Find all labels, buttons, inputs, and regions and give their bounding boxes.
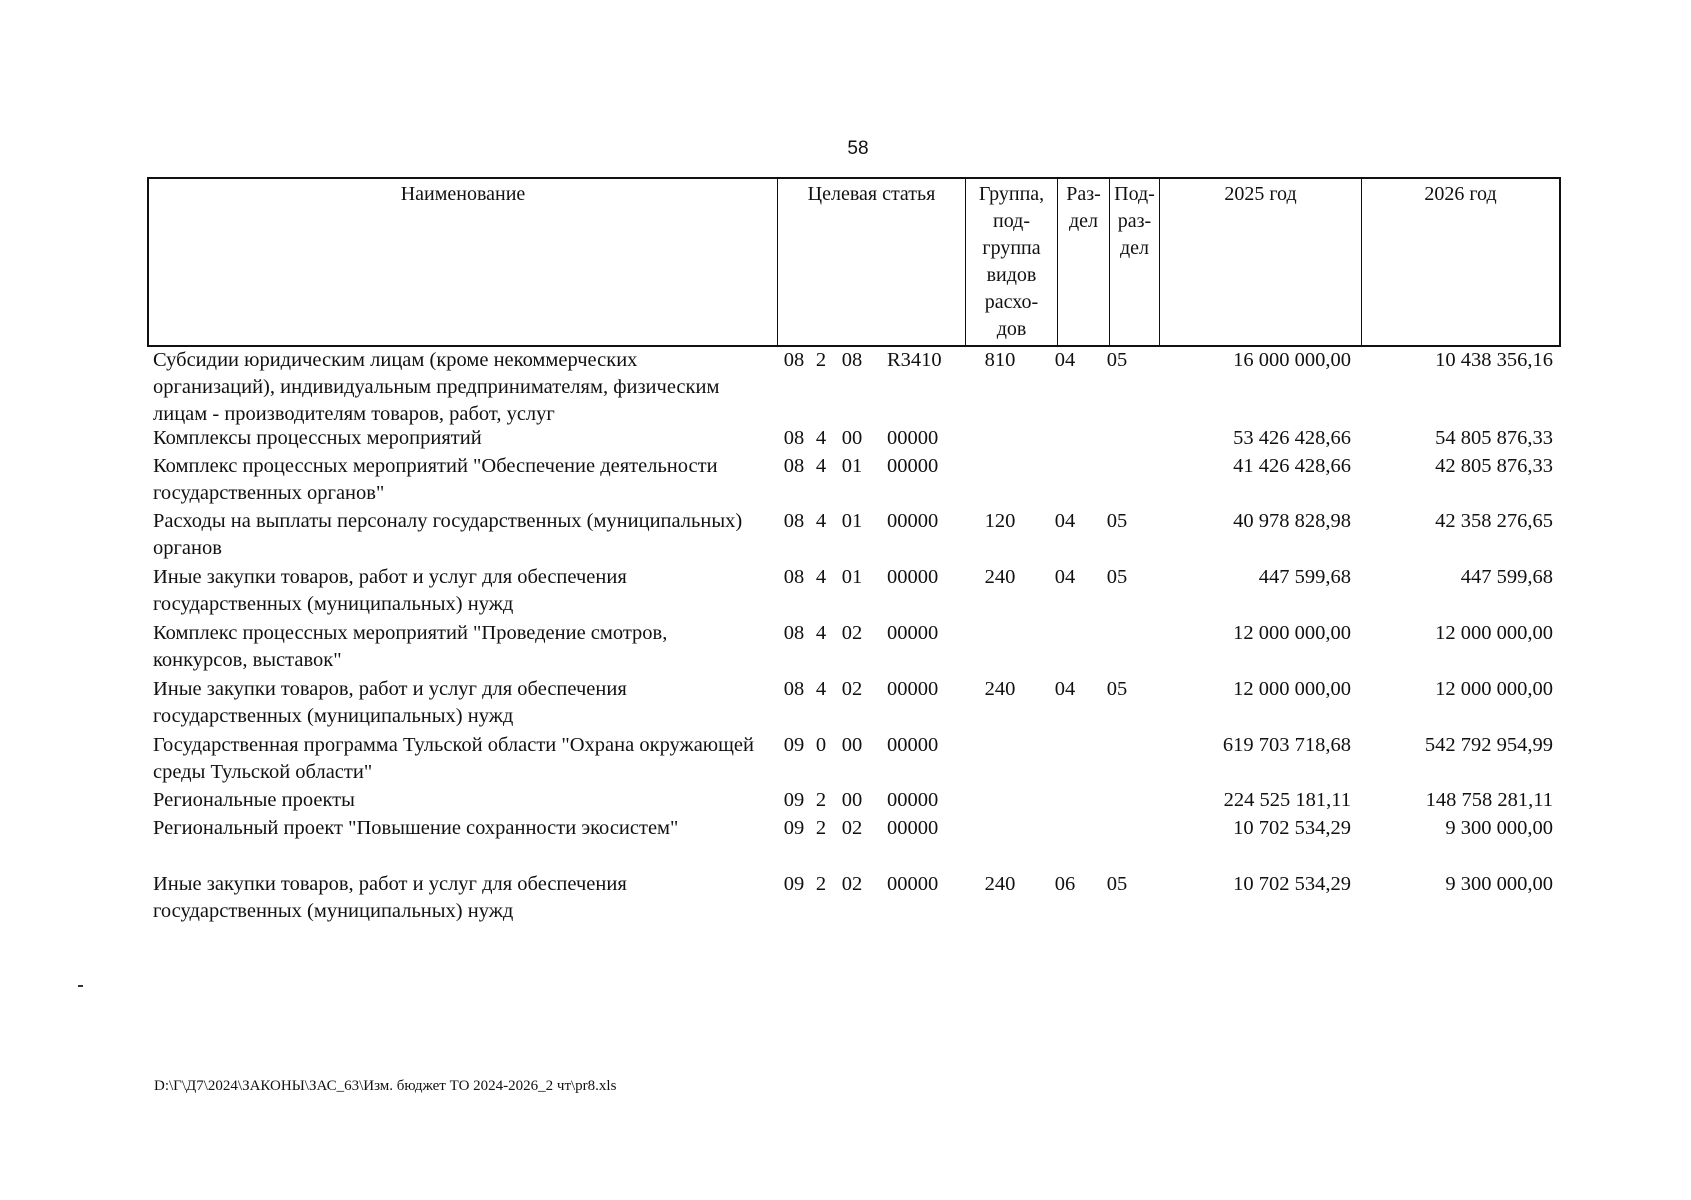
amount-2026: 10 438 356,16 [1435,349,1553,371]
target-direction: 00000 [887,789,939,811]
amount-2025: 40 978 828,98 [1233,510,1351,532]
target-subprogram: 2 [815,817,827,839]
row-name: Расходы на выплаты персоналу государственных (муниципальных) органов [153,510,743,559]
target-element: 02 [841,817,863,839]
expense-group: 240 [984,873,1016,895]
target-subprogram: 4 [815,678,827,700]
target-element: 08 [841,349,863,371]
target-direction: 00000 [887,510,939,532]
amount-2025: 224 525 181,11 [1223,789,1351,811]
target-subprogram: 2 [815,349,827,371]
row-name: Комплексы процессных мероприятий [153,427,482,449]
subsection-code: 05 [1106,566,1128,588]
target-element: 00 [841,427,863,449]
subsection-code: 05 [1106,510,1128,532]
header-section: Раз- дел [1057,179,1109,345]
target-direction: 00000 [887,455,939,477]
target-program: 08 [783,349,805,371]
expense-group: 240 [984,678,1016,700]
target-subprogram: 2 [815,873,827,895]
row-name: Региональный проект "Повышение сохранности экосистем" [153,817,679,839]
target-program: 08 [783,678,805,700]
target-subprogram: 4 [815,622,827,644]
scan-mark [78,985,83,987]
target-program: 09 [783,817,805,839]
amount-2026: 42 358 276,65 [1435,510,1553,532]
target-direction: R3410 [887,349,942,371]
header-year-2025: 2025 год [1159,179,1361,345]
amount-2025: 619 703 718,68 [1222,734,1351,756]
row-name: Субсидии юридическим лицам (кроме некоммерческих организаций), индивидуальным предпринимателям, физическим лицам - производителям товаров, работ, услуг [153,349,720,425]
target-program: 09 [783,789,805,811]
target-element: 00 [841,734,863,756]
header-year-2026: 2026 год [1361,179,1559,345]
section-code: 04 [1054,510,1076,532]
row-name: Иные закупки товаров, работ и услуг для обеспечения государственных (муниципальных) нужд [153,873,627,922]
target-element: 02 [841,678,863,700]
target-subprogram: 4 [815,427,827,449]
target-direction: 00000 [887,622,939,644]
row-name: Иные закупки товаров, работ и услуг для обеспечения государственных (муниципальных) нужд [153,678,627,727]
amount-2026: 54 805 876,33 [1435,427,1553,449]
target-subprogram: 0 [815,734,827,756]
amount-2025: 53 426 428,66 [1233,427,1351,449]
amount-2025: 16 000 000,00 [1233,349,1351,371]
expense-group: 810 [984,349,1016,371]
amount-2025: 12 000 000,00 [1233,622,1351,644]
row-name: Государственная программа Тульской области "Охрана окружающей среды Тульской области" [153,734,754,783]
amount-2026: 12 000 000,00 [1435,678,1553,700]
amount-2026: 9 300 000,00 [1445,817,1553,839]
target-subprogram: 4 [815,455,827,477]
section-code: 04 [1054,349,1076,371]
amount-2025: 447 599,68 [1258,566,1351,588]
section-code: 04 [1054,566,1076,588]
amount-2025: 12 000 000,00 [1233,678,1351,700]
target-element: 01 [841,566,863,588]
target-direction: 00000 [887,734,939,756]
amount-2026: 542 792 954,99 [1424,734,1553,756]
target-direction: 00000 [887,817,939,839]
amount-2026: 9 300 000,00 [1445,873,1553,895]
target-direction: 00000 [887,873,939,895]
target-subprogram: 4 [815,566,827,588]
amount-2025: 10 702 534,29 [1233,817,1351,839]
amount-2026: 148 758 281,11 [1425,789,1553,811]
target-program: 08 [783,566,805,588]
target-subprogram: 4 [815,510,827,532]
target-element: 01 [841,510,863,532]
header-expense-group: Группа, под- группа видов расхо- дов [965,179,1057,345]
amount-2026: 447 599,68 [1460,566,1553,588]
target-program: 08 [783,622,805,644]
subsection-code: 05 [1106,678,1128,700]
row-name: Иные закупки товаров, работ и услуг для обеспечения государственных (муниципальных) нужд [153,566,627,615]
table-header [147,177,1561,347]
expense-group: 240 [984,566,1016,588]
row-name: Комплекс процессных мероприятий "Обеспечение деятельности государственных органов" [153,455,718,504]
target-program: 08 [783,427,805,449]
target-direction: 00000 [887,427,939,449]
row-name: Комплекс процессных мероприятий "Проведение смотров, конкурсов, выставок" [153,622,668,671]
target-element: 01 [841,455,863,477]
file-path-footer: D:\Г\Д7\2024\ЗАКОНЫ\ЗАС_63\Изм. бюджет ТО 2024-2026_2 чт\pr8.xls [154,1078,617,1094]
target-element: 02 [841,873,863,895]
row-name: Региональные проекты [153,789,355,811]
expense-group: 120 [984,510,1016,532]
header-target-article: Целевая статья [777,179,965,345]
target-program: 09 [783,734,805,756]
amount-2026: 12 000 000,00 [1435,622,1553,644]
amount-2025: 10 702 534,29 [1233,873,1351,895]
subsection-code: 05 [1106,873,1128,895]
target-program: 09 [783,873,805,895]
section-code: 06 [1054,873,1076,895]
target-element: 02 [841,622,863,644]
target-program: 08 [783,455,805,477]
target-subprogram: 2 [815,789,827,811]
amount-2025: 41 426 428,66 [1233,455,1351,477]
amount-2026: 42 805 876,33 [1435,455,1553,477]
target-element: 00 [841,789,863,811]
target-direction: 00000 [887,678,939,700]
target-program: 08 [783,510,805,532]
page-number: 58 [847,138,869,159]
header-name: Наименование [400,183,526,205]
subsection-code: 05 [1106,349,1128,371]
section-code: 04 [1054,678,1076,700]
header-subsection: Под- раз- дел [1109,179,1159,345]
target-direction: 00000 [887,566,939,588]
